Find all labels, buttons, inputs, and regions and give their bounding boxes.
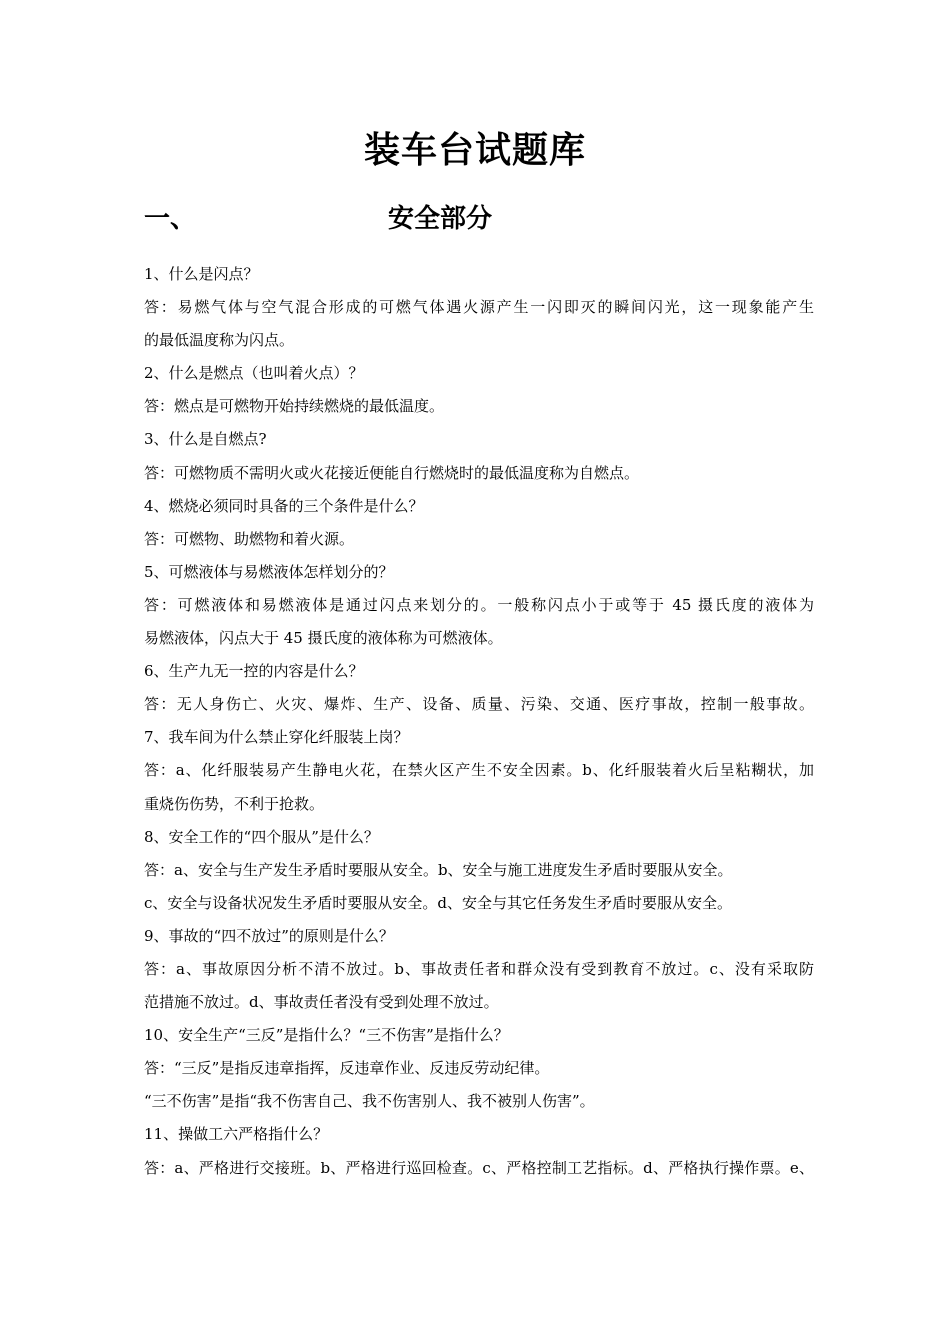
text-line: c、安全与设备状况发生矛盾时要服从安全。d、安全与其它任务发生矛盾时要服从安全。 xyxy=(144,893,733,912)
text-line: 4、燃烧必须同时具备的三个条件是什么？ xyxy=(144,496,424,515)
text-line: 答：可燃物质不需明火或火花接近便能自行燃烧时的最低温度称为自燃点。 xyxy=(144,463,640,482)
text-line: 8、安全工作的“四个服从”是什么？ xyxy=(144,827,379,846)
text-line: 范措施不放过。d、事故责任者没有受到处理不放过。 xyxy=(144,993,499,1012)
text-line: 易燃液体，闪点大于 45 摄氏度的液体称为可燃液体。 xyxy=(144,629,503,648)
text-line: 9、事故的“四不放过”的原则是什么？ xyxy=(144,926,394,945)
text-line: 答：a、严格进行交接班。b、严格进行巡回检查。c、严格控制工艺指标。d、严格执行操作票。e、 xyxy=(144,1158,814,1177)
text-line: 11、操做工六严格指什么？ xyxy=(144,1125,329,1144)
text-line: 5、可燃液体与易燃液体怎样划分的？ xyxy=(144,562,394,581)
text-line: 1、什么是闪点？ xyxy=(144,265,259,283)
document-title: 装车台试题库 xyxy=(363,130,586,171)
text-line: 答：a、化纤服装易产生静电火花，在禁火区产生不安全因素。b、化纤服装着火后呈粘糊状，加 xyxy=(144,761,814,780)
text-line: 答：a、安全与生产发生矛盾时要服从安全。b、安全与施工进度发生矛盾时要服从安全。 xyxy=(144,860,733,879)
text-line: “三不伤害”是指“我不伤害自己、我不伤害别人、我不被别人伤害”。 xyxy=(144,1092,595,1111)
text-line: 的最低温度称为闪点。 xyxy=(144,331,295,350)
text-line: 7、我车间为什么禁止穿化纤服装上岗？ xyxy=(144,728,409,747)
text-line: 答：可燃液体和易燃液体是通过闪点来划分的。一般称闪点小于或等于 45 摄氏度的液体为 xyxy=(144,595,814,614)
text-line: 2、什么是燃点（也叫着火点）？ xyxy=(144,364,364,383)
text-line: 答：“三反”是指反违章指挥，反违章作业、反违反劳动纪律。 xyxy=(144,1059,550,1078)
section-title: 安全部分 xyxy=(388,204,493,234)
text-line: 答：a、事故原因分析不清不放过。b、事故责任者和群众没有受到教育不放过。c、没有采取防 xyxy=(144,959,814,978)
section-number: 一、 xyxy=(144,204,197,234)
text-line: 3、什么是自燃点? xyxy=(144,430,267,449)
text-line: 10、安全生产“三反”是指什么？“三不伤害”是指什么？ xyxy=(144,1026,509,1045)
text-line: 6、生产九无一控的内容是什么？ xyxy=(144,662,364,681)
text-line: 答：可燃物、助燃物和着火源。 xyxy=(144,529,355,548)
document-body xyxy=(144,258,814,1185)
text-line: 答：无人身伤亡、火灾、爆炸、生产、设备、质量、污染、交通、医疗事故，控制一般事故。 xyxy=(144,695,814,714)
text-line: 答：燃点是可燃物开始持续燃烧的最低温度。 xyxy=(144,397,445,416)
text-line: 重烧伤伤势，不利于抢救。 xyxy=(144,794,325,813)
text-line: 答：易燃气体与空气混合形成的可燃气体遇火源产生一闪即灭的瞬间闪光，这一现象能产生 xyxy=(144,298,814,317)
